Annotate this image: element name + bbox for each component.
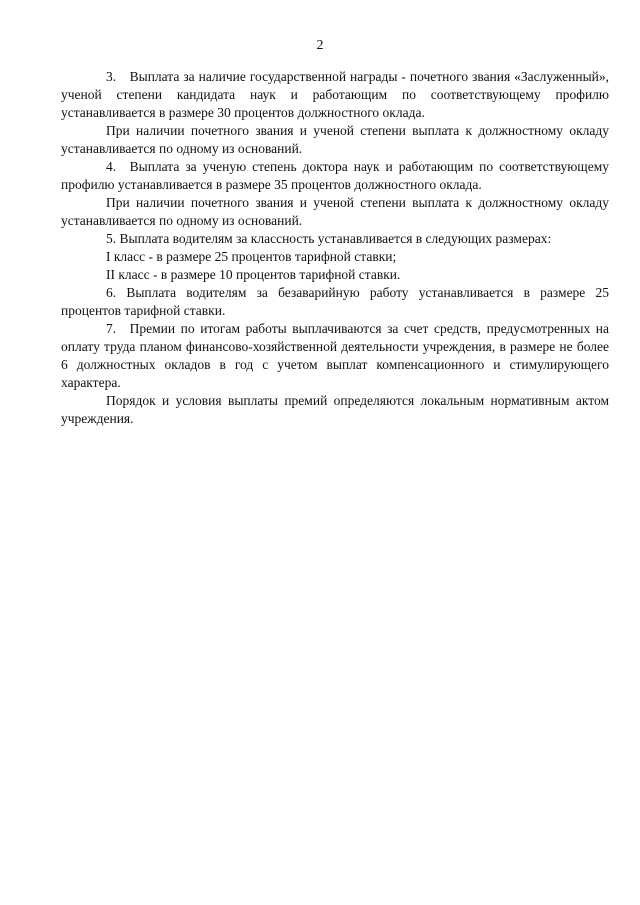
- page-number: 2: [316, 38, 324, 53]
- paragraph-bonus-procedure: Порядок и условия выплаты премий определяются локальным нормативным актом учреждения.: [61, 393, 609, 426]
- paragraph-item-6-accident-free: 6. Выплата водителям за безаварийную работу устанавливается в размере 25 процентов тарифной ставки.: [61, 285, 609, 318]
- paragraph-item-4-doctorate: 4. Выплата за ученую степень доктора наук и работающим по соответствующему профилю устанавливается в размере 35 процентов должностного оклада.: [61, 159, 609, 192]
- paragraph-item-5-driver-class: 5. Выплата водителям за классность устанавливается в следующих размерах:: [106, 231, 552, 246]
- paragraph-single-basis-note: При наличии почетного звания и ученой степени выплата к должностному окладу устанавливается по одному из оснований.: [61, 195, 609, 228]
- paragraph-class-2: II класс - в размере 10 процентов тарифной ставки.: [106, 267, 401, 282]
- document-body: [61, 68, 609, 428]
- paragraph-item-3-honorary-title: 3. Выплата за наличие государственной награды - почетного звания «Заслуженный», ученой степени кандидата наук и работающим по соответствующему профилю устанавливается в размере 30 процентов должностного оклада.: [61, 69, 609, 120]
- paragraph-single-basis-note: При наличии почетного звания и ученой степени выплата к должностному окладу устанавливается по одному из оснований.: [61, 123, 609, 156]
- paragraph-item-7-bonuses: 7. Премии по итогам работы выплачиваются за счет средств, предусмотренных на оплату труда планом финансово-хозяйственной деятельности учреждения, в размере не более 6 должностных окладов в год с учетом выплат компенсационного и стимулирующего характера.: [61, 321, 609, 390]
- paragraph-class-1: I класс - в размере 25 процентов тарифной ставки;: [106, 249, 397, 264]
